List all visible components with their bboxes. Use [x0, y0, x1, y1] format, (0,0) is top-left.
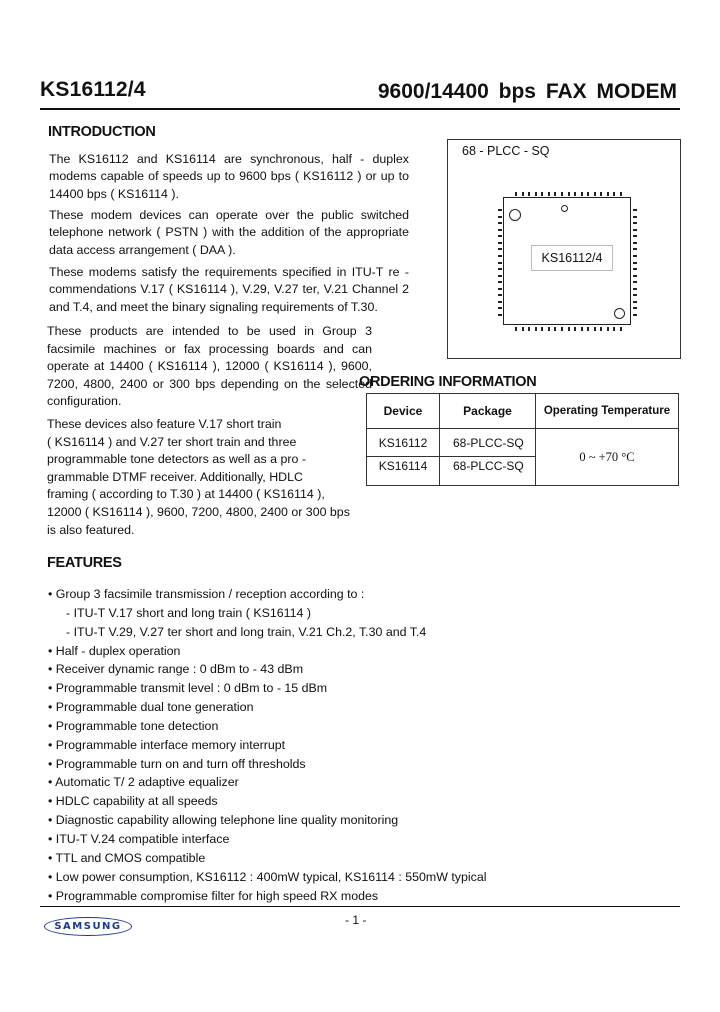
- chip-pin: [498, 229, 502, 231]
- chip-pin: [574, 192, 576, 196]
- chip-pin: [607, 192, 609, 196]
- intro-paragraph-4: These products are intended to be used in Group 3 facsimile machines or fax processing boards and can operate at 14400 ( KS16114 ), 12000 ( KS16114 ), 9600, 7200, 4800, 2400 or 300 bps depending on the selected configuration.: [47, 324, 372, 409]
- header-rule: [40, 108, 680, 110]
- product-title: 9600/14400 bps FAX MODEM: [377, 80, 677, 103]
- features-list: [48, 585, 608, 905]
- chip-pin: [498, 268, 502, 270]
- list-item: • Automatic T/ 2 adaptive equalizer: [48, 775, 239, 790]
- chip-pin: [581, 192, 583, 196]
- list-item: • ITU-T V.24 compatible interface: [48, 831, 230, 846]
- chip-pin: [528, 327, 530, 331]
- chip-pin: [600, 192, 602, 196]
- chip-pin: [633, 216, 637, 218]
- chip-pin: [587, 327, 589, 331]
- list-item: • Programmable compromise filter for high speed RX modes: [48, 888, 379, 903]
- chip-pin: [498, 294, 502, 296]
- chip-pin: [498, 281, 502, 283]
- chip-pin: [633, 294, 637, 296]
- package-cell: 68-PLCC-SQ: [440, 429, 536, 457]
- chip-pin: [498, 209, 502, 211]
- part-number: KS16112/4: [40, 78, 146, 101]
- chip-pin: [548, 327, 550, 331]
- chip-pin: [633, 209, 637, 211]
- ordering-table: [366, 393, 679, 486]
- chip-pin: [535, 192, 537, 196]
- device-cell: KS16114: [367, 457, 440, 486]
- list-item: • Programmable tone detection: [48, 718, 219, 733]
- chip-pin: [561, 327, 563, 331]
- features-heading: FEATURES: [47, 555, 122, 571]
- list-item: • HDLC capability at all speeds: [48, 794, 218, 809]
- chip-pin: [541, 192, 543, 196]
- chip-pin: [587, 192, 589, 196]
- chip-pin: [594, 327, 596, 331]
- chip-pin: [554, 327, 556, 331]
- intro-paragraph-5: [47, 416, 350, 539]
- chip-pin: [548, 192, 550, 196]
- list-item: • Low power consumption, KS16112 : 400mW typical, KS16114 : 550mW typical: [48, 869, 487, 884]
- chip-pin: [498, 275, 502, 277]
- chip-pin: [515, 192, 517, 196]
- intro-paragraph-2: These modem devices can operate over the public switched telephone network ( PSTN ) with the addition of the appropriate data access arrangement ( DAA ).: [49, 208, 409, 257]
- chip-pin: [633, 288, 637, 290]
- list-item: • Programmable interface memory interrupt: [48, 737, 286, 752]
- chip-pin: [600, 327, 602, 331]
- chip-pin: [498, 314, 502, 316]
- temperature-cell: 0 ~ +70 °C: [536, 429, 679, 486]
- pin1-marker-icon: [509, 209, 521, 221]
- text-line: 12000 ( KS16114 ), 9600, 7200, 4800, 2400 or 300 bps: [47, 504, 350, 519]
- column-header: Package: [440, 394, 536, 429]
- chip-pin: [633, 307, 637, 309]
- package-cell: 68-PLCC-SQ: [440, 457, 536, 486]
- list-item: • Programmable transmit level : 0 dBm to - 15 dBm: [48, 681, 328, 696]
- chip-pin: [633, 262, 637, 264]
- chip-pin: [541, 327, 543, 331]
- chip-pin: [498, 255, 502, 257]
- text-line: grammable DTMF receiver. Additionally, HDLC: [47, 469, 303, 484]
- chip-label: KS16112/4: [531, 245, 613, 271]
- text-line: These devices also feature V.17 short train: [47, 417, 282, 431]
- chip-pin: [607, 327, 609, 331]
- chip-pin: [498, 235, 502, 237]
- list-item: - ITU-T V.17 short and long train ( KS16114 ): [66, 605, 311, 620]
- chip-pin: [498, 216, 502, 218]
- chip-pin: [633, 255, 637, 257]
- chip-pin: [633, 314, 637, 316]
- chip-pin: [633, 222, 637, 224]
- introduction-heading: INTRODUCTION: [48, 124, 156, 140]
- chip-pin: [528, 192, 530, 196]
- device-cell: KS16112: [367, 429, 440, 457]
- column-header: Operating Temperature: [536, 394, 679, 429]
- chip-pin: [613, 327, 615, 331]
- list-item: • Half - duplex operation: [48, 643, 181, 658]
- package-label: 68 - PLCC - SQ: [462, 144, 550, 158]
- chip-pin: [568, 327, 570, 331]
- chip-pin: [498, 307, 502, 309]
- chip-pin: [561, 192, 563, 196]
- footer-rule: [40, 906, 680, 907]
- list-item: • Group 3 facsimile transmission / reception according to :: [48, 587, 365, 601]
- chip-pin: [633, 281, 637, 283]
- list-item: • Receiver dynamic range : 0 dBm to - 43 dBm: [48, 662, 304, 677]
- intro-paragraph-3: These modems satisfy the requirements specified in ITU-T re - commendations V.17 ( KS16114 ), V.29, V.27 ter, V.21 Channel 2 and T.4, and meet the binary signaling requirements of T.30.: [49, 265, 409, 314]
- list-item: - ITU-T V.29, V.27 ter short and long train, V.21 Ch.2, T.30 and T.4: [66, 624, 427, 639]
- chip-pin: [633, 235, 637, 237]
- chip-pin: [613, 192, 615, 196]
- chip-pin: [568, 192, 570, 196]
- chip-pin: [594, 192, 596, 196]
- list-item: • Programmable turn on and turn off thresholds: [48, 756, 306, 771]
- text-line: framing ( according to T.30 ) at 14400 ( KS16114 ),: [47, 487, 325, 502]
- chip-pin: [581, 327, 583, 331]
- corner-marker-icon: [614, 308, 625, 319]
- chip-pin: [574, 327, 576, 331]
- chip-pin: [633, 301, 637, 303]
- list-item: • Programmable dual tone generation: [48, 700, 254, 715]
- list-item: • Diagnostic capability allowing telephone line quality monitoring: [48, 813, 399, 828]
- text-line: is also featured.: [47, 522, 135, 537]
- intro-paragraph-1: The KS16112 and KS16114 are synchronous, half - duplex modems capable of speeds up to 9600 bps ( KS16112 ) or up to 14400 bps ( KS16114 ).: [49, 152, 409, 201]
- text-line: programmable tone detectors as well as a pro -: [47, 452, 306, 467]
- page-number: - 1 -: [345, 913, 367, 927]
- table-row: [367, 429, 679, 457]
- column-header: Device: [367, 394, 440, 429]
- chip-pin: [633, 248, 637, 250]
- chip-pin: [633, 242, 637, 244]
- chip-pin: [498, 242, 502, 244]
- chip-pin: [498, 288, 502, 290]
- chip-pin: [522, 327, 524, 331]
- chip-pin: [633, 229, 637, 231]
- chip-pin: [620, 192, 622, 196]
- orientation-dot-icon: [561, 205, 568, 212]
- chip-pin: [620, 327, 622, 331]
- list-item: • TTL and CMOS compatible: [48, 850, 206, 865]
- samsung-logo: SAMSUNG: [44, 917, 132, 936]
- text-line: ( KS16114 ) and V.27 ter short train and three: [47, 434, 297, 449]
- chip-pin: [522, 192, 524, 196]
- chip-pin: [633, 268, 637, 270]
- chip-pin: [498, 301, 502, 303]
- chip-pin: [498, 222, 502, 224]
- chip-pin: [554, 192, 556, 196]
- chip-pin: [498, 248, 502, 250]
- chip-pin: [498, 262, 502, 264]
- chip-pin: [515, 327, 517, 331]
- chip-pin: [535, 327, 537, 331]
- ordering-heading: ORDERING INFORMATION: [359, 374, 537, 390]
- chip-pin: [633, 275, 637, 277]
